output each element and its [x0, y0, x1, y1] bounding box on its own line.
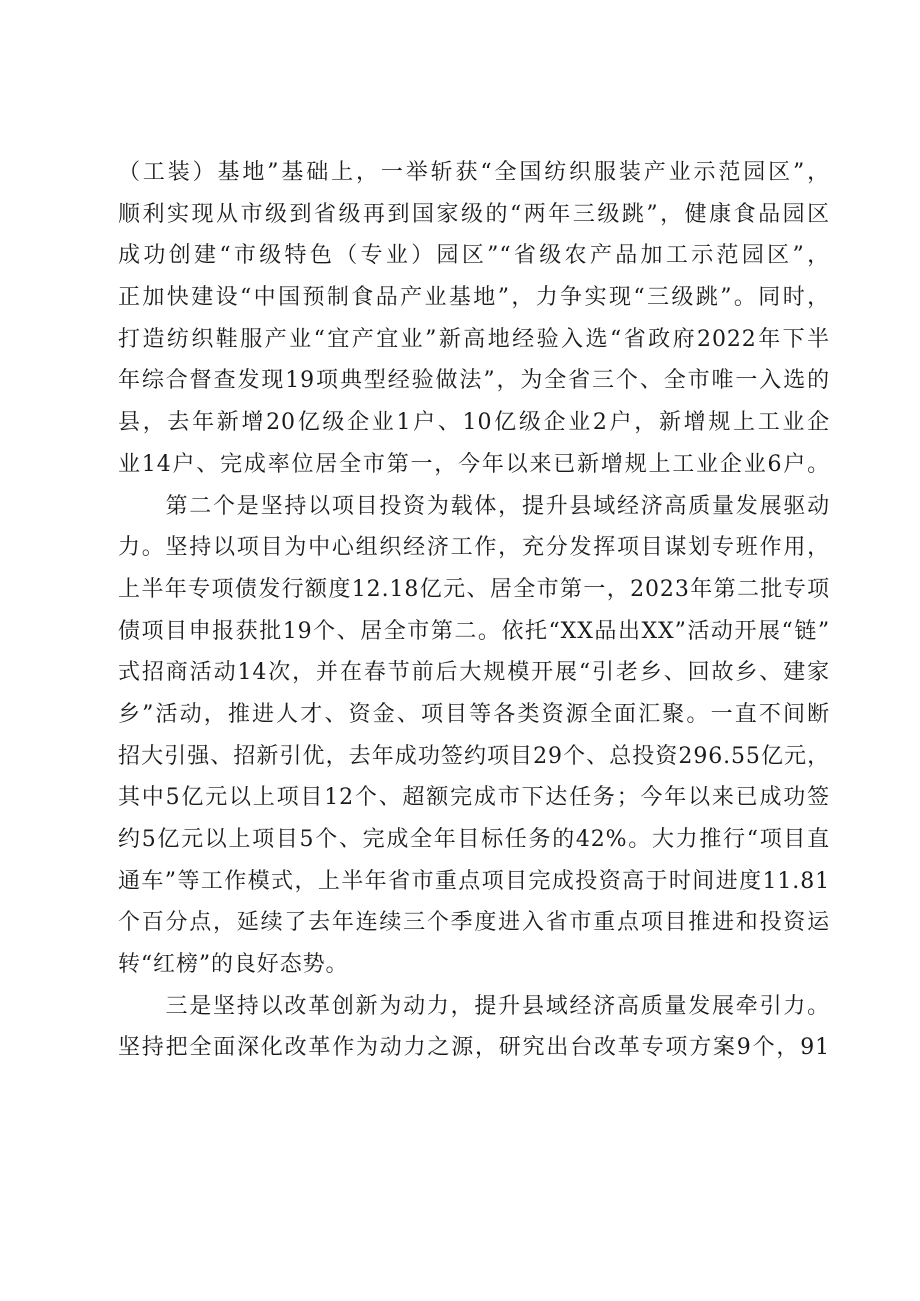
text-line: 力。坚持以项目为中心组织经济工作，充分发挥项目谋划专班作用，: [118, 535, 830, 561]
text-line: 第二个是坚持以项目投资为载体，提升县域经济高质量发展驱动: [118, 493, 830, 519]
text-line: 乡”活动，推进人才、资金、项目等各类资源全面汇聚。一直不间断: [118, 701, 830, 727]
body-text: [118, 152, 830, 1069]
text-line: 三是坚持以改革创新为动力，提升县域经济高质量发展牵引力。: [118, 993, 830, 1019]
text-line: 业14户、完成率位居全市第一，今年以来已新增规上工业企业6户。: [118, 451, 830, 477]
text-line: 个百分点，延续了去年连续三个季度进入省市重点项目推进和投资运: [118, 910, 830, 936]
text-line: 通车”等工作模式，上半年省市重点项目完成投资高于时间进度11.81: [118, 868, 830, 894]
text-line: 债项目申报获批19个、居全市第二。依托“XX品出XX”活动开展“链”: [118, 618, 830, 644]
text-line: 上半年专项债发行额度12.18亿元、居全市第一，2023年第二批专项: [118, 576, 830, 602]
text-line: （工装）基地”基础上，一举斩获“全国纺织服装产业示范园区”，: [118, 160, 830, 185]
text-line: 县，去年新增20亿级企业1户、10亿级企业2户，新增规上工业企: [118, 410, 830, 436]
text-line: 打造纺织鞋服产业“宜产宜业”新高地经验入选“省政府2022年下半: [118, 326, 830, 352]
text-line: 成功创建“市级特色（专业）园区”“省级农产品加工示范园区”，: [118, 243, 830, 269]
text-line: 年综合督查发现19项典型经验做法”，为全省三个、全市唯一入选的: [118, 368, 830, 394]
text-line: 转“红榜”的良好态势。: [118, 952, 349, 978]
text-line: 招大引强、招新引优，去年成功签约项目29个、总投资296.55亿元，: [118, 743, 830, 769]
text-line: 坚持把全面深化改革作为动力之源，研究出台改革专项方案9个，91: [118, 1035, 830, 1061]
text-line: 正加快建设“中国预制食品产业基地”，力争实现“三级跳”。同时，: [118, 285, 830, 311]
text-line: 其中5亿元以上项目12个、超额完成市下达任务；今年以来已成功签: [118, 785, 830, 811]
text-line: 顺利实现从市级到省级再到国家级的“两年三级跳”，健康食品园区: [118, 201, 830, 227]
text-line: 约5亿元以上项目5个、完成全年目标任务的42%。大力推行“项目直: [118, 827, 830, 852]
text-line: 式招商活动14次，并在春节前后大规模开展“引老乡、回故乡、建家: [118, 660, 830, 686]
